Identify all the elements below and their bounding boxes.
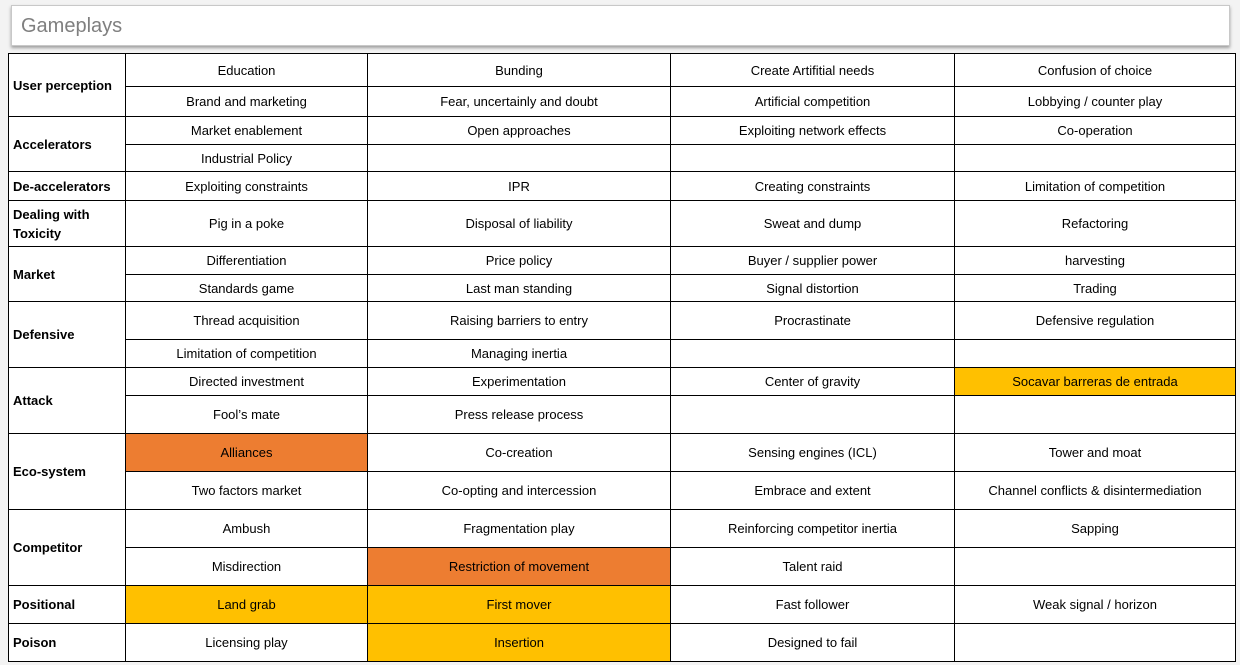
category-accelerators: Accelerators xyxy=(9,117,126,172)
gameplay-cell: Disposal of liability xyxy=(368,201,671,247)
gameplay-cell: Fear, uncertainly and doubt xyxy=(368,87,671,117)
gameplay-cell: Ambush xyxy=(126,510,368,548)
gameplay-cell: Reinforcing competitor inertia xyxy=(671,510,955,548)
table-row xyxy=(9,275,1236,302)
gameplay-cell: Directed investment xyxy=(126,368,368,396)
gameplay-cell-highlighted: Restriction of movement xyxy=(368,548,671,586)
gameplay-cell: Creating constraints xyxy=(671,172,955,201)
gameplay-cell xyxy=(955,396,1236,434)
gameplay-cell xyxy=(671,340,955,368)
table-row xyxy=(9,472,1236,510)
gameplay-cell: Refactoring xyxy=(955,201,1236,247)
gameplay-cell: Press release process xyxy=(368,396,671,434)
gameplay-cell-highlighted: First mover xyxy=(368,586,671,624)
gameplay-cell: Thread acquisition xyxy=(126,302,368,340)
gameplay-cell: Sapping xyxy=(955,510,1236,548)
table-row xyxy=(9,586,1236,624)
category-market: Market xyxy=(9,247,126,302)
gameplay-cell: Standards game xyxy=(126,275,368,302)
gameplays-table xyxy=(8,53,1236,662)
gameplay-cell: Fast follower xyxy=(671,586,955,624)
gameplay-cell: Weak signal / horizon xyxy=(955,586,1236,624)
gameplay-cell: Managing inertia xyxy=(368,340,671,368)
gameplay-cell: Bunding xyxy=(368,54,671,87)
table-row xyxy=(9,548,1236,586)
gameplay-cell: Channel conflicts & disintermediation xyxy=(955,472,1236,510)
gameplay-cell: Open approaches xyxy=(368,117,671,145)
gameplay-cell: Exploiting network effects xyxy=(671,117,955,145)
gameplay-cell xyxy=(955,340,1236,368)
gameplay-cell-highlighted: Insertion xyxy=(368,624,671,662)
category-competitor: Competitor xyxy=(9,510,126,586)
gameplay-cell: Trading xyxy=(955,275,1236,302)
gameplay-cell: Designed to fail xyxy=(671,624,955,662)
gameplay-cell: Limitation of competition xyxy=(955,172,1236,201)
category-eco-system: Eco-system xyxy=(9,434,126,510)
gameplay-cell: Last man standing xyxy=(368,275,671,302)
gameplay-cell: Confusion of choice xyxy=(955,54,1236,87)
gameplay-cell: Brand and marketing xyxy=(126,87,368,117)
gameplay-cell: Fragmentation play xyxy=(368,510,671,548)
gameplay-cell: harvesting xyxy=(955,247,1236,275)
gameplay-cell-highlighted: Alliances xyxy=(126,434,368,472)
gameplay-cell: Exploiting constraints xyxy=(126,172,368,201)
gameplay-cell: Tower and moat xyxy=(955,434,1236,472)
gameplay-cell: Create Artifitial needs xyxy=(671,54,955,87)
gameplay-cell xyxy=(955,548,1236,586)
table-row xyxy=(9,624,1236,662)
gameplay-cell-highlighted: Land grab xyxy=(126,586,368,624)
gameplay-cell xyxy=(955,145,1236,172)
gameplay-cell: Signal distortion xyxy=(671,275,955,302)
gameplay-cell: Two factors market xyxy=(126,472,368,510)
gameplay-cell: Co-operation xyxy=(955,117,1236,145)
gameplay-cell: Industrial Policy xyxy=(126,145,368,172)
category-de-accelerators: De-accelerators xyxy=(9,172,126,201)
gameplay-cell: Embrace and extent xyxy=(671,472,955,510)
table-row xyxy=(9,368,1236,396)
gameplay-cell: Sensing engines (ICL) xyxy=(671,434,955,472)
table-row xyxy=(9,117,1236,145)
gameplay-cell: Sweat and dump xyxy=(671,201,955,247)
gameplay-cell xyxy=(368,145,671,172)
gameplay-cell xyxy=(671,145,955,172)
title-bar xyxy=(11,5,1230,46)
category-attack: Attack xyxy=(9,368,126,434)
gameplay-cell: Raising barriers to entry xyxy=(368,302,671,340)
gameplay-cell: Education xyxy=(126,54,368,87)
category-defensive: Defensive xyxy=(9,302,126,368)
category-poison: Poison xyxy=(9,624,126,662)
gameplay-cell: Differentiation xyxy=(126,247,368,275)
gameplay-cell: Limitation of competition xyxy=(126,340,368,368)
table-row xyxy=(9,302,1236,340)
gameplay-cell: Misdirection xyxy=(126,548,368,586)
table-row xyxy=(9,87,1236,117)
gameplay-cell: Lobbying / counter play xyxy=(955,87,1236,117)
page-title: Gameplays xyxy=(21,15,123,37)
gameplay-cell: IPR xyxy=(368,172,671,201)
gameplay-cell: Buyer / supplier power xyxy=(671,247,955,275)
table-row xyxy=(9,434,1236,472)
gameplay-cell: Defensive regulation xyxy=(955,302,1236,340)
table-row xyxy=(9,201,1236,247)
table-row xyxy=(9,510,1236,548)
table-row xyxy=(9,172,1236,201)
gameplay-cell: Experimentation xyxy=(368,368,671,396)
gameplay-cell: Fool’s mate xyxy=(126,396,368,434)
gameplay-cell: Market enablement xyxy=(126,117,368,145)
gameplay-cell: Center of gravity xyxy=(671,368,955,396)
gameplay-cell: Co-creation xyxy=(368,434,671,472)
gameplay-cell: Procrastinate xyxy=(671,302,955,340)
category-user-perception: User perception xyxy=(9,54,126,117)
gameplay-cell: Licensing play xyxy=(126,624,368,662)
category-dealing-with-toxicity: Dealing with Toxicity xyxy=(9,201,126,247)
gameplay-cell xyxy=(671,396,955,434)
gameplay-cell: Co-opting and intercession xyxy=(368,472,671,510)
table-row xyxy=(9,340,1236,368)
gameplay-cell: Artificial competition xyxy=(671,87,955,117)
table-row xyxy=(9,247,1236,275)
gameplay-cell xyxy=(955,624,1236,662)
table-row xyxy=(9,145,1236,172)
gameplay-cell: Talent raid xyxy=(671,548,955,586)
table-row xyxy=(9,54,1236,87)
gameplay-cell: Pig in a poke xyxy=(126,201,368,247)
category-positional: Positional xyxy=(9,586,126,624)
gameplay-cell: Price policy xyxy=(368,247,671,275)
table-row xyxy=(9,396,1236,434)
gameplay-cell-highlighted: Socavar barreras de entrada xyxy=(955,368,1236,396)
